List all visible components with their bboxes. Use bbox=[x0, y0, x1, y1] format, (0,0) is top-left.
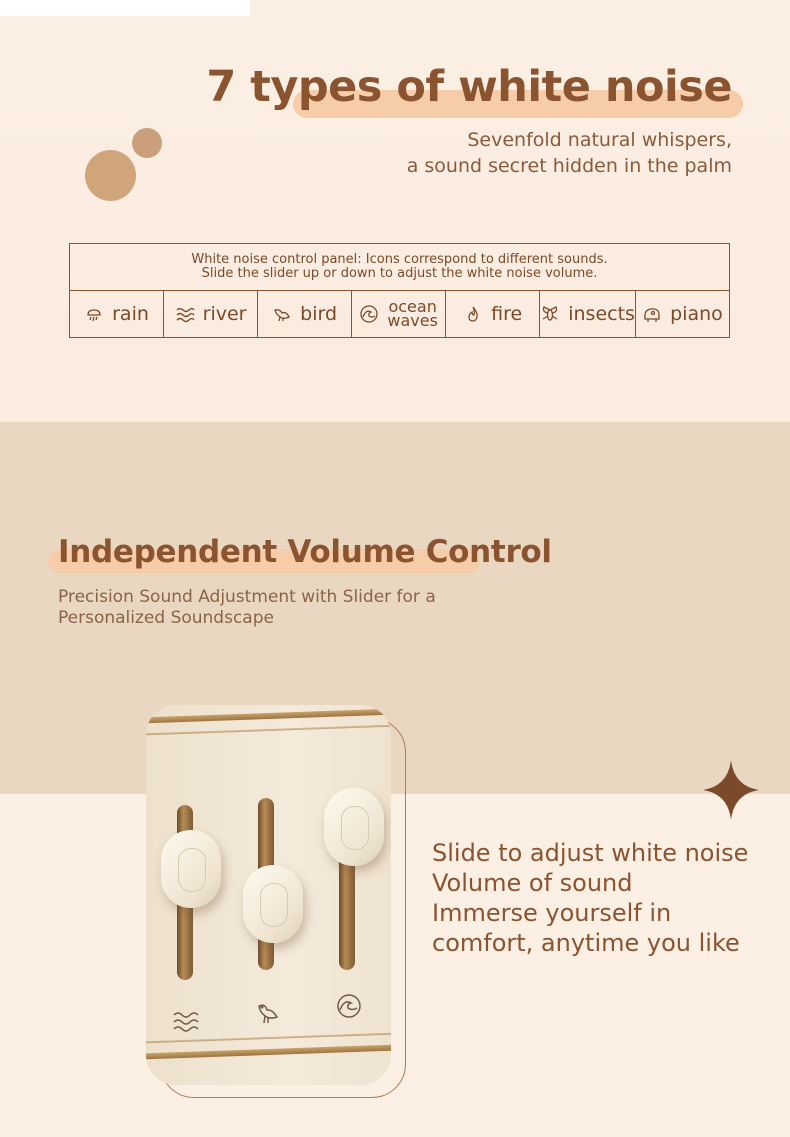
panel-note-line: Slide the slider up or down to adjust the white noise volume. bbox=[201, 266, 598, 281]
slide-description-line: Slide to adjust white noise bbox=[432, 839, 749, 867]
sound-label: bird bbox=[300, 303, 338, 325]
slide-description-line: Volume of sound bbox=[432, 869, 633, 897]
sound-label: piano bbox=[670, 303, 723, 325]
device-slider-panel bbox=[146, 705, 391, 1085]
hero-subtitle-line: Sevenfold natural whispers, bbox=[467, 129, 732, 151]
ocean-wave-icon bbox=[359, 304, 379, 324]
section-subtitle-line: Precision Sound Adjustment with Slider for a bbox=[58, 587, 436, 607]
sparkle-icon bbox=[703, 760, 759, 820]
slide-description bbox=[432, 838, 748, 958]
piano-icon bbox=[642, 304, 662, 324]
decorative-dot bbox=[132, 128, 162, 158]
section-subtitle bbox=[58, 587, 436, 629]
panel-note bbox=[70, 244, 729, 291]
sound-label-line: ocean bbox=[388, 297, 437, 316]
page-title: 7 types of white noise bbox=[206, 62, 732, 112]
slide-description-line: comfort, anytime you like bbox=[432, 929, 740, 957]
slider-knob-bird[interactable] bbox=[243, 865, 303, 943]
device-rail bbox=[146, 1045, 391, 1060]
sound-item-rain bbox=[70, 291, 164, 337]
hero-subtitle bbox=[407, 127, 732, 179]
bird-icon bbox=[254, 999, 282, 1027]
ocean-wave-icon bbox=[335, 992, 363, 1020]
slider-knob-ocean-waves[interactable] bbox=[324, 788, 384, 866]
waves-icon bbox=[175, 304, 195, 324]
sound-label: insects bbox=[568, 303, 635, 325]
sound-item-bird bbox=[258, 291, 352, 337]
sound-item-fire bbox=[446, 291, 540, 337]
rain-cloud-icon bbox=[84, 304, 104, 324]
slider-knob-river[interactable] bbox=[161, 830, 221, 908]
sound-item-ocean-waves bbox=[352, 291, 446, 337]
device-rail bbox=[146, 725, 391, 736]
sound-label: rain bbox=[112, 303, 149, 325]
slide-description-line: Immerse yourself in bbox=[432, 899, 672, 927]
bird-icon bbox=[272, 304, 292, 324]
control-panel-legend bbox=[69, 243, 730, 338]
top-tab bbox=[0, 0, 250, 16]
waves-icon bbox=[172, 1007, 200, 1035]
hero-subtitle-line: a sound secret hidden in the palm bbox=[406, 155, 732, 177]
panel-note-line: White noise control panel: Icons correspond to different sounds. bbox=[191, 252, 608, 267]
sound-item-insects bbox=[540, 291, 636, 337]
sound-label: river bbox=[202, 303, 247, 325]
sound-list bbox=[70, 291, 729, 337]
sound-label-line: waves bbox=[387, 311, 438, 330]
section-title: Independent Volume Control bbox=[58, 534, 552, 570]
sound-label: fire bbox=[491, 303, 523, 325]
sound-label bbox=[387, 297, 438, 330]
device-rail bbox=[146, 709, 391, 724]
flame-icon bbox=[463, 304, 483, 324]
sound-item-river bbox=[164, 291, 258, 337]
insect-icon bbox=[540, 304, 560, 324]
decorative-dot bbox=[85, 150, 136, 201]
sound-item-piano bbox=[636, 291, 729, 337]
section-subtitle-line: Personalized Soundscape bbox=[58, 608, 274, 628]
